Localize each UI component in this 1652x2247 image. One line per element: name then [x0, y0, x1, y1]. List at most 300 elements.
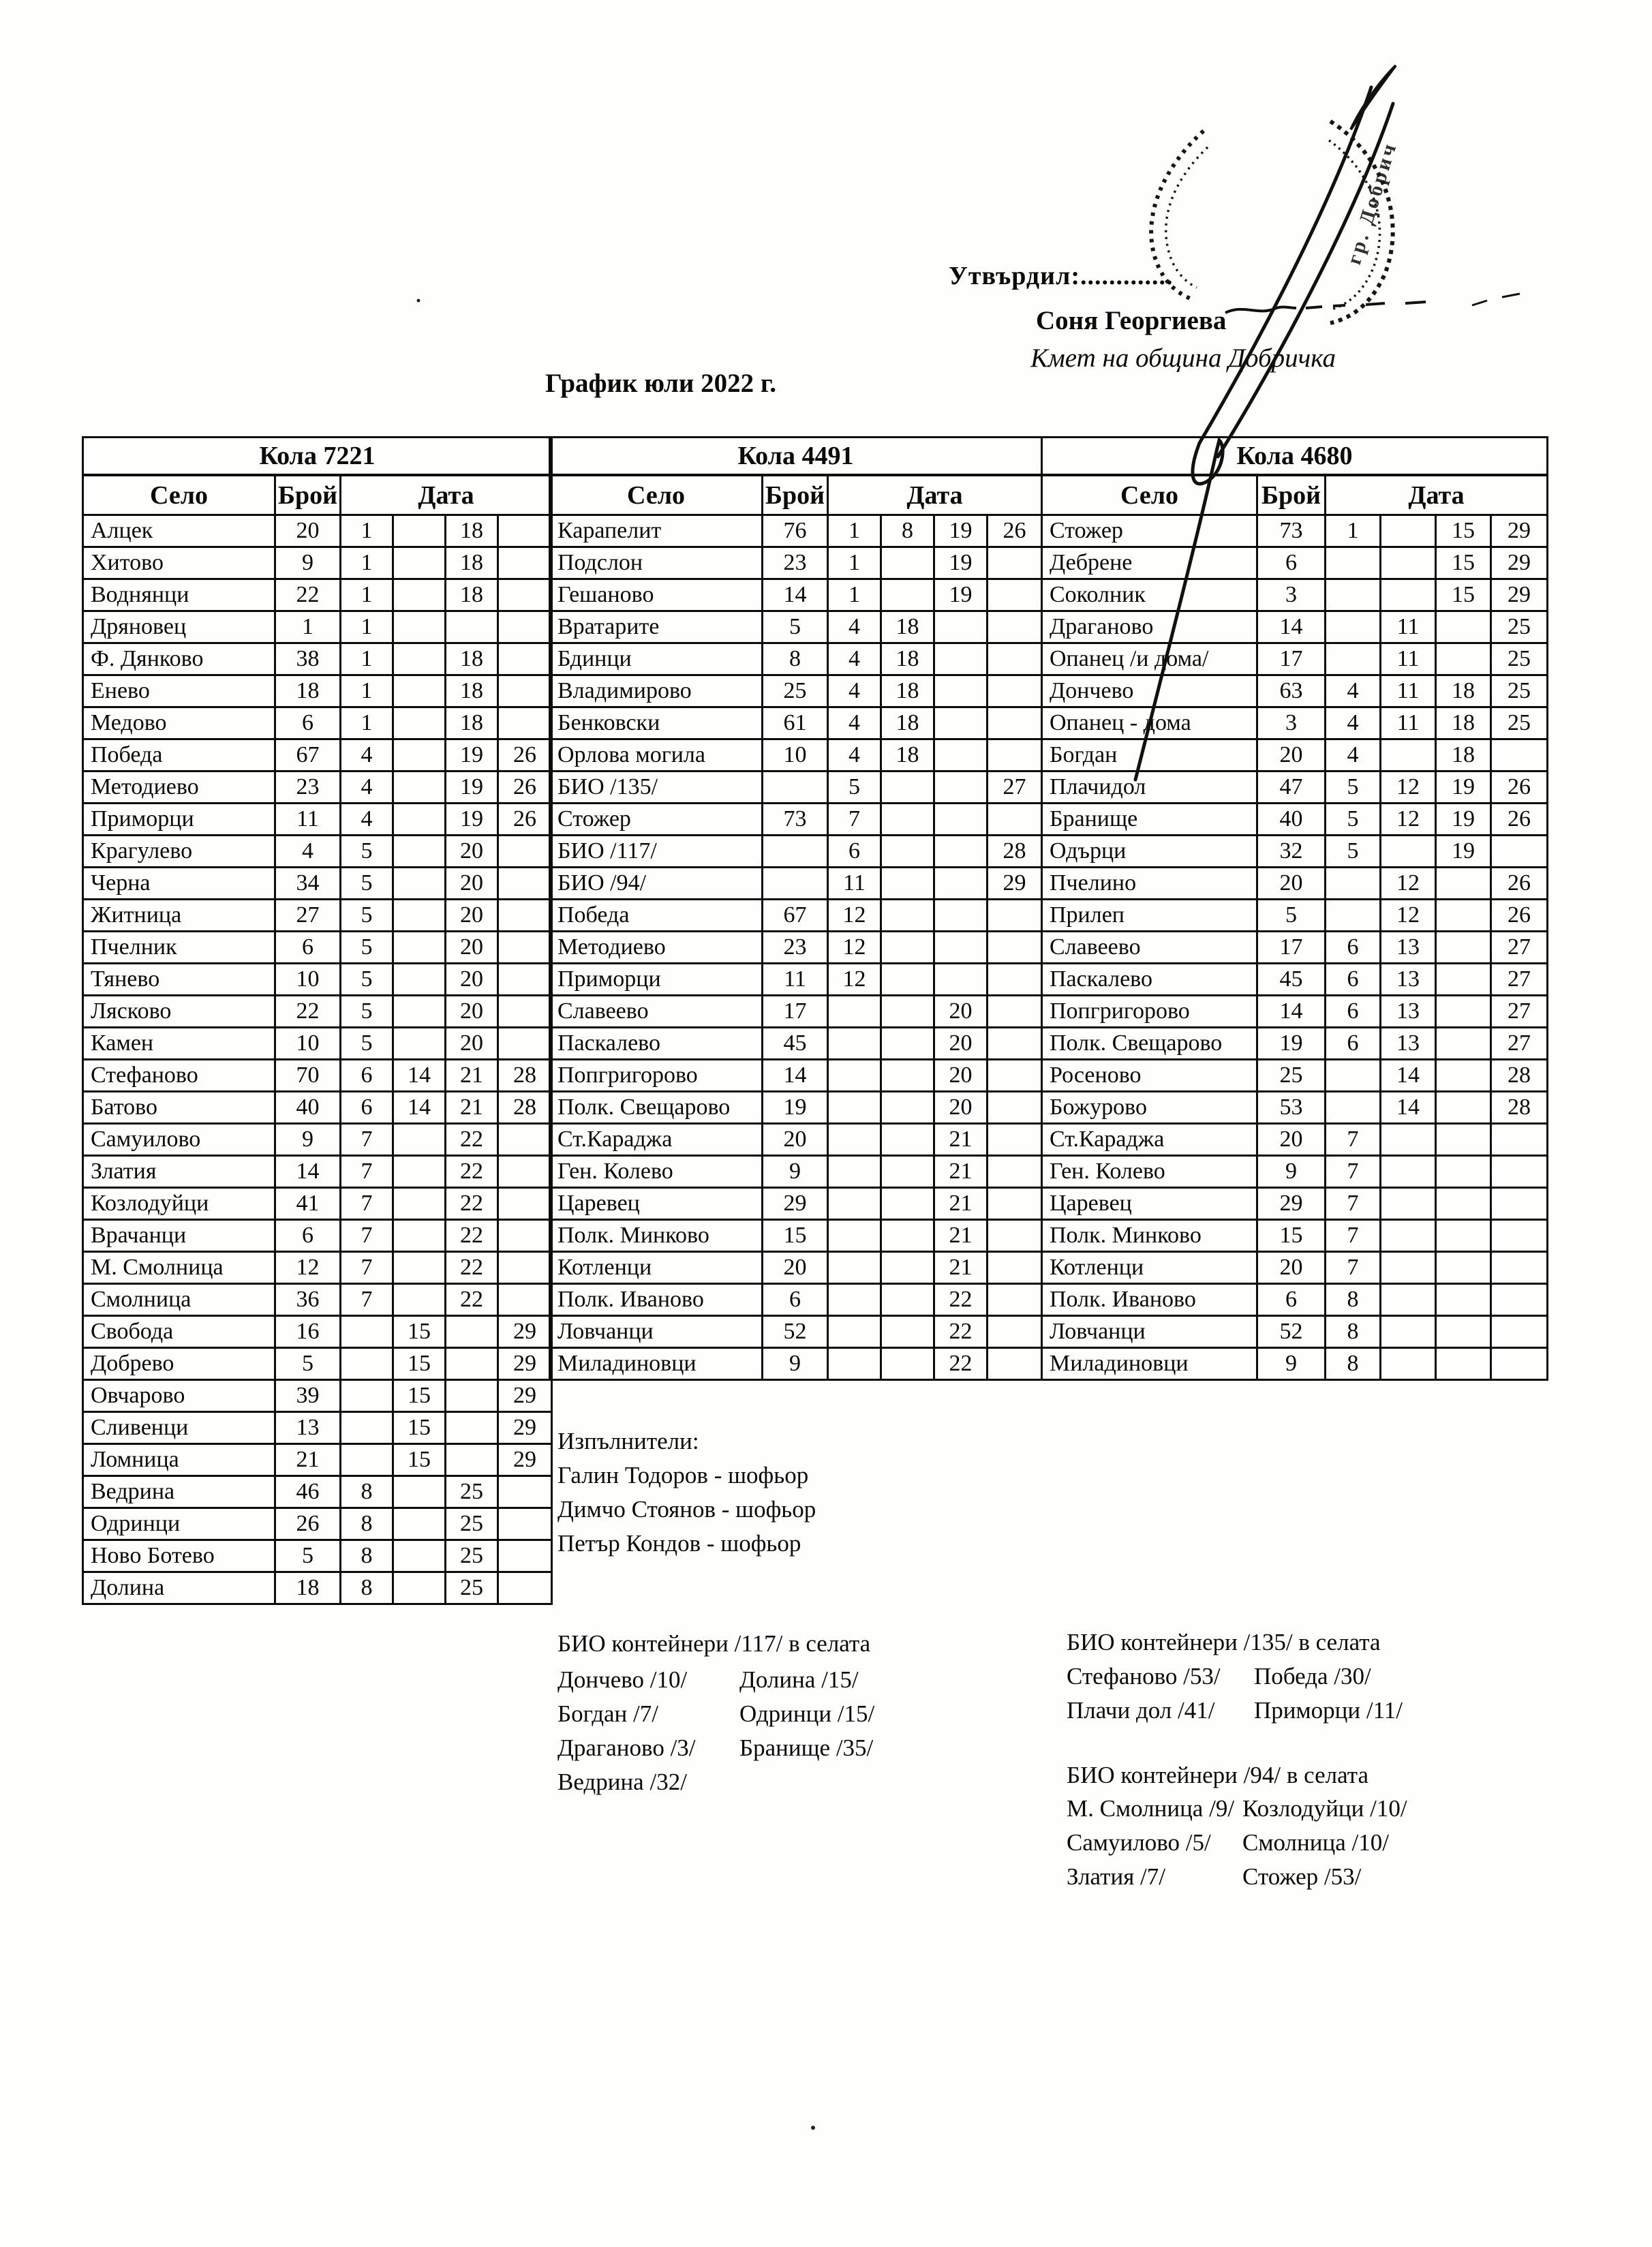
signature-strikethrough — [1306, 302, 1426, 308]
date-cell: 22 — [934, 1316, 988, 1348]
date-cell: 15 — [1436, 547, 1491, 579]
date-cell — [988, 1348, 1042, 1380]
date-cell — [446, 1380, 498, 1412]
date-cell — [881, 1092, 934, 1124]
village-cell: Методиево — [83, 771, 275, 804]
col-header-date: Дата — [828, 475, 1042, 515]
village-cell: Полк. Иваново — [1042, 1284, 1257, 1316]
date-cell: 19 — [1436, 771, 1491, 804]
date-cell — [881, 1316, 934, 1348]
count-cell: 14 — [763, 1060, 828, 1092]
date-cell — [988, 675, 1042, 707]
count-cell: 5 — [275, 1540, 341, 1572]
count-cell: 14 — [1257, 996, 1326, 1028]
date-cell: 22 — [934, 1348, 988, 1380]
table-row — [1042, 868, 1548, 900]
village-cell: Миладиновци — [550, 1348, 763, 1380]
date-cell — [828, 996, 881, 1028]
date-cell — [446, 1412, 498, 1444]
date-cell: 8 — [341, 1476, 393, 1508]
date-cell: 8 — [1326, 1316, 1381, 1348]
date-cell — [498, 1188, 552, 1220]
table-row — [550, 771, 1042, 804]
date-cell — [988, 1060, 1042, 1092]
count-cell: 1 — [275, 611, 341, 643]
date-cell — [1381, 1252, 1436, 1284]
bio-94-col1 — [1067, 1795, 1234, 1897]
count-cell: 19 — [763, 1092, 828, 1124]
bio-135-col2 — [1254, 1663, 1403, 1731]
village-cell: Божурово — [1042, 1092, 1257, 1124]
table-row — [550, 868, 1042, 900]
date-cell — [498, 964, 552, 996]
date-cell — [341, 1412, 393, 1444]
count-cell: 26 — [275, 1508, 341, 1540]
list-item: Козлодуйци /10/ — [1242, 1795, 1407, 1822]
count-cell: 18 — [275, 675, 341, 707]
date-cell: 4 — [828, 707, 881, 739]
count-cell: 73 — [763, 804, 828, 836]
village-cell: Попгригорово — [550, 1060, 763, 1092]
date-cell — [1326, 579, 1381, 611]
date-cell: 22 — [446, 1188, 498, 1220]
count-cell: 6 — [1257, 547, 1326, 579]
date-cell — [988, 964, 1042, 996]
date-cell: 1 — [1326, 515, 1381, 547]
date-cell: 25 — [446, 1572, 498, 1604]
village-cell: Карапелит — [550, 515, 763, 547]
date-cell — [881, 804, 934, 836]
village-cell: Паскалево — [550, 1028, 763, 1060]
table-row — [550, 836, 1042, 868]
date-cell: 20 — [446, 932, 498, 964]
date-cell: 21 — [446, 1092, 498, 1124]
table-car-title: Кола 4491 — [550, 438, 1042, 476]
table-row — [1042, 1092, 1548, 1124]
village-cell: Хитово — [83, 547, 275, 579]
date-cell: 27 — [1491, 996, 1548, 1028]
village-cell: Приморци — [83, 804, 275, 836]
date-cell — [1436, 1284, 1491, 1316]
bio-117-col2 — [739, 1666, 874, 1769]
list-item: Дончево /10/ — [557, 1666, 688, 1693]
date-cell — [498, 1252, 552, 1284]
date-cell: 18 — [881, 675, 934, 707]
date-cell — [1381, 1348, 1436, 1380]
bio-135-heading: БИО контейнери /135/ в селата — [1067, 1629, 1381, 1655]
date-cell: 29 — [1491, 515, 1548, 547]
count-cell: 6 — [275, 707, 341, 739]
date-cell — [393, 547, 446, 579]
date-cell: 22 — [446, 1220, 498, 1252]
date-cell — [341, 1444, 393, 1476]
approval-role: Кмет на община Добричка — [1030, 343, 1336, 373]
table-row — [1042, 932, 1548, 964]
count-cell: 32 — [1257, 836, 1326, 868]
col-header-village: Село — [550, 475, 763, 515]
date-cell: 15 — [1436, 579, 1491, 611]
date-cell: 5 — [341, 964, 393, 996]
table-row — [1042, 1316, 1548, 1348]
date-cell: 18 — [881, 707, 934, 739]
count-cell: 10 — [275, 1028, 341, 1060]
date-cell — [828, 1284, 881, 1316]
village-cell: Плачидол — [1042, 771, 1257, 804]
date-cell: 21 — [934, 1124, 988, 1156]
count-cell: 6 — [1257, 1284, 1326, 1316]
date-cell — [828, 1060, 881, 1092]
village-cell: Бенковски — [550, 707, 763, 739]
date-cell — [1491, 1252, 1548, 1284]
date-cell — [1491, 1124, 1548, 1156]
count-cell: 23 — [763, 547, 828, 579]
date-cell — [881, 771, 934, 804]
approval-name: Соня Георгиева — [1036, 306, 1227, 335]
date-cell: 22 — [446, 1124, 498, 1156]
date-cell — [1326, 868, 1381, 900]
table-row — [83, 611, 552, 643]
date-cell — [828, 1188, 881, 1220]
date-cell — [1326, 643, 1381, 675]
table-row — [83, 900, 552, 932]
date-cell — [393, 1476, 446, 1508]
count-cell: 17 — [763, 996, 828, 1028]
col-header-date: Дата — [1326, 475, 1548, 515]
table-row — [83, 1092, 552, 1124]
village-cell: Бдинци — [550, 643, 763, 675]
table-row — [83, 1572, 552, 1604]
date-cell — [393, 579, 446, 611]
date-cell: 28 — [1491, 1060, 1548, 1092]
date-cell: 29 — [498, 1348, 552, 1380]
date-cell — [988, 547, 1042, 579]
table-row — [1042, 675, 1548, 707]
village-cell: Богдан — [1042, 739, 1257, 771]
date-cell: 5 — [828, 771, 881, 804]
table-row — [83, 1220, 552, 1252]
date-cell: 1 — [341, 515, 393, 547]
date-cell — [393, 996, 446, 1028]
village-cell: Крагулево — [83, 836, 275, 868]
table-row — [550, 1124, 1042, 1156]
table-row — [83, 1380, 552, 1412]
date-cell: 4 — [1326, 707, 1381, 739]
date-cell: 13 — [1381, 932, 1436, 964]
date-cell — [881, 1220, 934, 1252]
count-cell: 9 — [763, 1348, 828, 1380]
date-cell — [1491, 1348, 1548, 1380]
date-cell — [1381, 515, 1436, 547]
date-cell: 21 — [934, 1188, 988, 1220]
count-cell: 3 — [1257, 707, 1326, 739]
count-cell: 4 — [275, 836, 341, 868]
date-cell: 12 — [1381, 868, 1436, 900]
date-cell — [881, 964, 934, 996]
date-cell — [393, 804, 446, 836]
date-cell — [1491, 1284, 1548, 1316]
table-row — [550, 707, 1042, 739]
date-cell — [341, 1316, 393, 1348]
village-cell: Бранище — [1042, 804, 1257, 836]
date-cell — [881, 1028, 934, 1060]
date-cell — [1491, 836, 1548, 868]
village-cell: Росеново — [1042, 1060, 1257, 1092]
date-cell: 20 — [446, 836, 498, 868]
list-item: Приморци /11/ — [1254, 1697, 1403, 1724]
count-cell: 20 — [763, 1252, 828, 1284]
date-cell: 4 — [828, 611, 881, 643]
date-cell: 19 — [1436, 836, 1491, 868]
village-cell: М. Смолница — [83, 1252, 275, 1284]
date-cell: 26 — [1491, 868, 1548, 900]
count-cell — [763, 771, 828, 804]
date-cell — [934, 707, 988, 739]
village-cell: Вратарите — [550, 611, 763, 643]
date-cell: 4 — [1326, 739, 1381, 771]
date-cell: 25 — [1491, 675, 1548, 707]
date-cell — [498, 1284, 552, 1316]
date-cell: 8 — [341, 1508, 393, 1540]
approval-label: Утвърдил:............. — [949, 262, 1174, 290]
date-cell: 25 — [1491, 707, 1548, 739]
table-row — [550, 1156, 1042, 1188]
date-cell: 6 — [1326, 932, 1381, 964]
date-cell: 6 — [828, 836, 881, 868]
date-cell — [1436, 1124, 1491, 1156]
date-cell — [1436, 1060, 1491, 1092]
date-cell: 18 — [446, 707, 498, 739]
bio-94-heading: БИО контейнери /94/ в селата — [1067, 1762, 1368, 1788]
date-cell: 25 — [1491, 611, 1548, 643]
date-cell: 11 — [1381, 675, 1436, 707]
date-cell — [498, 1156, 552, 1188]
col-header-village: Село — [1042, 475, 1257, 515]
table-row — [83, 1124, 552, 1156]
date-cell: 1 — [341, 643, 393, 675]
date-cell — [341, 1380, 393, 1412]
col-header-village: Село — [83, 475, 275, 515]
table-row — [550, 643, 1042, 675]
count-cell: 38 — [275, 643, 341, 675]
date-cell — [934, 771, 988, 804]
date-cell: 5 — [1326, 771, 1381, 804]
date-cell: 26 — [498, 739, 552, 771]
date-cell: 8 — [881, 515, 934, 547]
village-cell: Черна — [83, 868, 275, 900]
village-cell: Ст.Караджа — [550, 1124, 763, 1156]
table-row — [83, 739, 552, 771]
date-cell — [828, 1092, 881, 1124]
village-cell: Полк. Минково — [550, 1220, 763, 1252]
date-cell: 19 — [1436, 804, 1491, 836]
date-cell — [1436, 1220, 1491, 1252]
date-cell: 26 — [1491, 900, 1548, 932]
village-cell: Долина — [83, 1572, 275, 1604]
date-cell: 14 — [1381, 1060, 1436, 1092]
village-cell: Полк. Свещарово — [1042, 1028, 1257, 1060]
table-row — [83, 771, 552, 804]
signature-flick — [1351, 65, 1396, 129]
date-cell — [498, 900, 552, 932]
date-cell: 11 — [1381, 643, 1436, 675]
date-cell — [498, 996, 552, 1028]
date-cell: 25 — [446, 1540, 498, 1572]
count-cell: 9 — [275, 547, 341, 579]
village-cell: Ф. Дянково — [83, 643, 275, 675]
date-cell — [1381, 579, 1436, 611]
date-cell — [1436, 643, 1491, 675]
date-cell — [498, 836, 552, 868]
village-cell: Батово — [83, 1092, 275, 1124]
date-cell — [393, 611, 446, 643]
date-cell — [446, 611, 498, 643]
date-cell — [446, 1348, 498, 1380]
date-cell — [988, 579, 1042, 611]
table-row — [83, 675, 552, 707]
date-cell: 1 — [341, 579, 393, 611]
count-cell: 21 — [275, 1444, 341, 1476]
date-cell — [1381, 1124, 1436, 1156]
date-cell: 7 — [1326, 1252, 1381, 1284]
table-row — [550, 1252, 1042, 1284]
table-row — [550, 1284, 1042, 1316]
count-cell: 20 — [1257, 868, 1326, 900]
date-cell — [1326, 1092, 1381, 1124]
table-row — [83, 1412, 552, 1444]
count-cell: 9 — [1257, 1348, 1326, 1380]
count-cell: 15 — [1257, 1220, 1326, 1252]
date-cell — [1436, 1028, 1491, 1060]
date-cell: 19 — [934, 579, 988, 611]
village-cell: Ново Ботево — [83, 1540, 275, 1572]
date-cell: 29 — [498, 1316, 552, 1348]
date-cell: 13 — [1381, 1028, 1436, 1060]
village-cell: Паскалево — [1042, 964, 1257, 996]
bio-117-col1 — [557, 1666, 696, 1803]
date-cell: 29 — [1491, 579, 1548, 611]
date-cell: 1 — [828, 547, 881, 579]
table-row — [550, 804, 1042, 836]
date-cell — [1491, 1220, 1548, 1252]
village-cell: Котленци — [550, 1252, 763, 1284]
date-cell — [828, 1124, 881, 1156]
date-cell: 6 — [341, 1092, 393, 1124]
col-header-count: Брой — [763, 475, 828, 515]
schedule-table-kola-7221 — [82, 436, 553, 1605]
date-cell — [1491, 1156, 1548, 1188]
count-cell: 9 — [275, 1124, 341, 1156]
date-cell: 8 — [1326, 1284, 1381, 1316]
list-item: Плачи дол /41/ — [1067, 1697, 1215, 1724]
count-cell: 15 — [763, 1220, 828, 1252]
ink-dot — [417, 299, 420, 303]
date-cell — [498, 1572, 552, 1604]
list-item: М. Смолница /9/ — [1067, 1795, 1235, 1822]
village-cell: Смолница — [83, 1284, 275, 1316]
date-cell — [934, 932, 988, 964]
table-row — [1042, 547, 1548, 579]
count-cell: 39 — [275, 1380, 341, 1412]
date-cell — [828, 1028, 881, 1060]
village-cell: БИО /117/ — [550, 836, 763, 868]
executors-block — [557, 1428, 816, 1564]
date-cell: 7 — [1326, 1124, 1381, 1156]
date-cell: 12 — [1381, 900, 1436, 932]
date-cell: 7 — [1326, 1156, 1381, 1188]
village-cell: Царевец — [550, 1188, 763, 1220]
count-cell: 46 — [275, 1476, 341, 1508]
village-cell: Попгригорово — [1042, 996, 1257, 1028]
table-row — [1042, 1124, 1548, 1156]
village-cell: Стожер — [550, 804, 763, 836]
date-cell — [1381, 1316, 1436, 1348]
date-cell: 1 — [341, 675, 393, 707]
date-cell: 19 — [446, 771, 498, 804]
date-cell — [988, 996, 1042, 1028]
date-cell: 27 — [1491, 1028, 1548, 1060]
date-cell: 6 — [1326, 996, 1381, 1028]
date-cell: 4 — [828, 739, 881, 771]
village-cell: Врачанци — [83, 1220, 275, 1252]
date-cell: 22 — [446, 1252, 498, 1284]
village-cell: Миладиновци — [1042, 1348, 1257, 1380]
village-cell: Пчелник — [83, 932, 275, 964]
table-row — [1042, 707, 1548, 739]
list-item: Смолница /10/ — [1242, 1829, 1389, 1856]
village-cell: Камен — [83, 1028, 275, 1060]
table-row — [83, 804, 552, 836]
date-cell: 19 — [446, 739, 498, 771]
date-cell — [393, 900, 446, 932]
count-cell: 47 — [1257, 771, 1326, 804]
date-cell: 27 — [1491, 932, 1548, 964]
date-cell: 18 — [1436, 707, 1491, 739]
table-row — [1042, 643, 1548, 675]
date-cell: 29 — [498, 1380, 552, 1412]
village-cell: Житница — [83, 900, 275, 932]
date-cell: 8 — [341, 1540, 393, 1572]
date-cell — [498, 932, 552, 964]
date-cell — [881, 579, 934, 611]
date-cell: 5 — [341, 996, 393, 1028]
date-cell — [1326, 900, 1381, 932]
village-cell: Славеево — [550, 996, 763, 1028]
date-cell: 26 — [1491, 804, 1548, 836]
date-cell — [393, 1284, 446, 1316]
date-cell: 18 — [881, 643, 934, 675]
village-cell: Овчарово — [83, 1380, 275, 1412]
date-cell: 13 — [1381, 996, 1436, 1028]
schedule-table-kola-4680 — [1041, 436, 1548, 1381]
list-item: Победа /30/ — [1254, 1663, 1371, 1690]
date-cell — [498, 675, 552, 707]
date-cell — [828, 1252, 881, 1284]
table-row — [1042, 1156, 1548, 1188]
table-row — [550, 739, 1042, 771]
date-cell — [393, 1508, 446, 1540]
date-cell: 18 — [446, 579, 498, 611]
date-cell — [498, 1220, 552, 1252]
date-cell — [1326, 547, 1381, 579]
table-row — [1042, 579, 1548, 611]
executors-heading: Изпълнители: — [557, 1428, 699, 1454]
date-cell: 15 — [393, 1380, 446, 1412]
date-cell — [1491, 1316, 1548, 1348]
date-cell — [393, 515, 446, 547]
village-cell: Царевец — [1042, 1188, 1257, 1220]
col-header-date: Дата — [341, 475, 552, 515]
village-cell: Самуилово — [83, 1124, 275, 1156]
